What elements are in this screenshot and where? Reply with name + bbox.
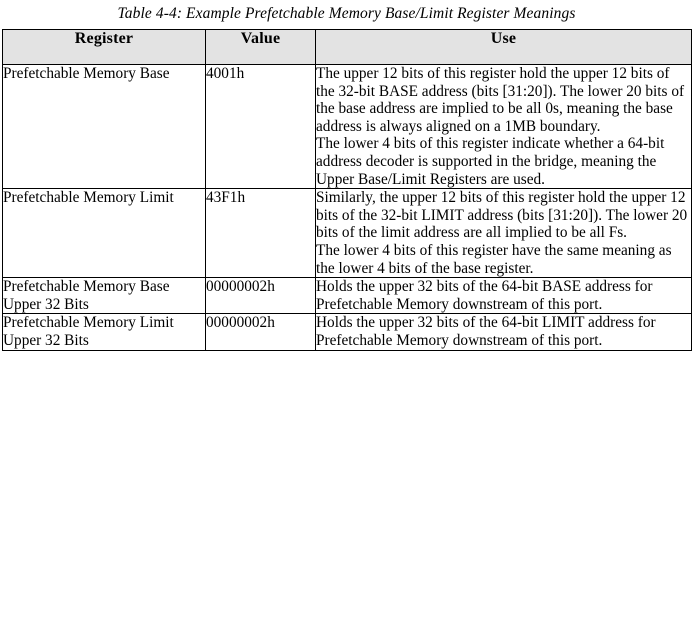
use-paragraph: Holds the upper 32 bits of the 64-bit LIMIT address for Prefetchable Memory downstream of this port. [316,314,656,349]
cell-value: 4001h [206,65,316,189]
cell-register: Prefetchable Memory Limit [3,189,206,278]
table-row [3,278,692,314]
cell-use [316,65,692,189]
table-caption: Table 4-4: Example Prefetchable Memory Base/Limit Register Meanings [117,5,576,22]
table-row [3,65,692,189]
table-header-row [3,30,692,65]
column-header-value: Value [206,30,316,65]
table-row [3,189,692,278]
use-paragraph: The upper 12 bits of this register hold the upper 12 bits of the 32-bit BASE address (bits [31:20]). The lower 20 bits of the base address are implied to be all 0s, meaning the base address is always aligned on a 1MB boundary. [316,65,685,135]
use-paragraph: Holds the upper 32 bits of the 64-bit BASE address for Prefetchable Memory downstream of this port. [316,278,653,313]
use-paragraph: The lower 4 bits of this register have the same meaning as the lower 4 bits of the base register. [316,241,672,277]
cell-register: Prefetchable Memory Base Upper 32 Bits [3,278,206,314]
cell-value: 00000002h [206,314,316,350]
cell-use [316,189,692,278]
column-header-register: Register [3,30,206,65]
cell-value: 43F1h [206,189,316,278]
table-row [3,314,692,350]
cell-use [316,278,692,314]
cell-value: 00000002h [206,278,316,314]
register-meanings-table [2,29,692,351]
column-header-use: Use [316,30,692,65]
cell-register: Prefetchable Memory Base [3,65,206,189]
table-body [3,65,692,351]
table-header [3,30,692,65]
use-paragraph: Similarly, the upper 12 bits of this register hold the upper 12 bits of the 32-bit LIMIT address (bits [31:20]). The lower 20 bits of the limit address are all implied to be all Fs. [316,189,688,242]
cell-register: Prefetchable Memory Limit Upper 32 Bits [3,314,206,350]
cell-use [316,314,692,350]
use-paragraph: The lower 4 bits of this register indicate whether a 64-bit address decoder is supported in the bridge, meaning the Upper Base/Limit Registers are used. [316,135,665,188]
